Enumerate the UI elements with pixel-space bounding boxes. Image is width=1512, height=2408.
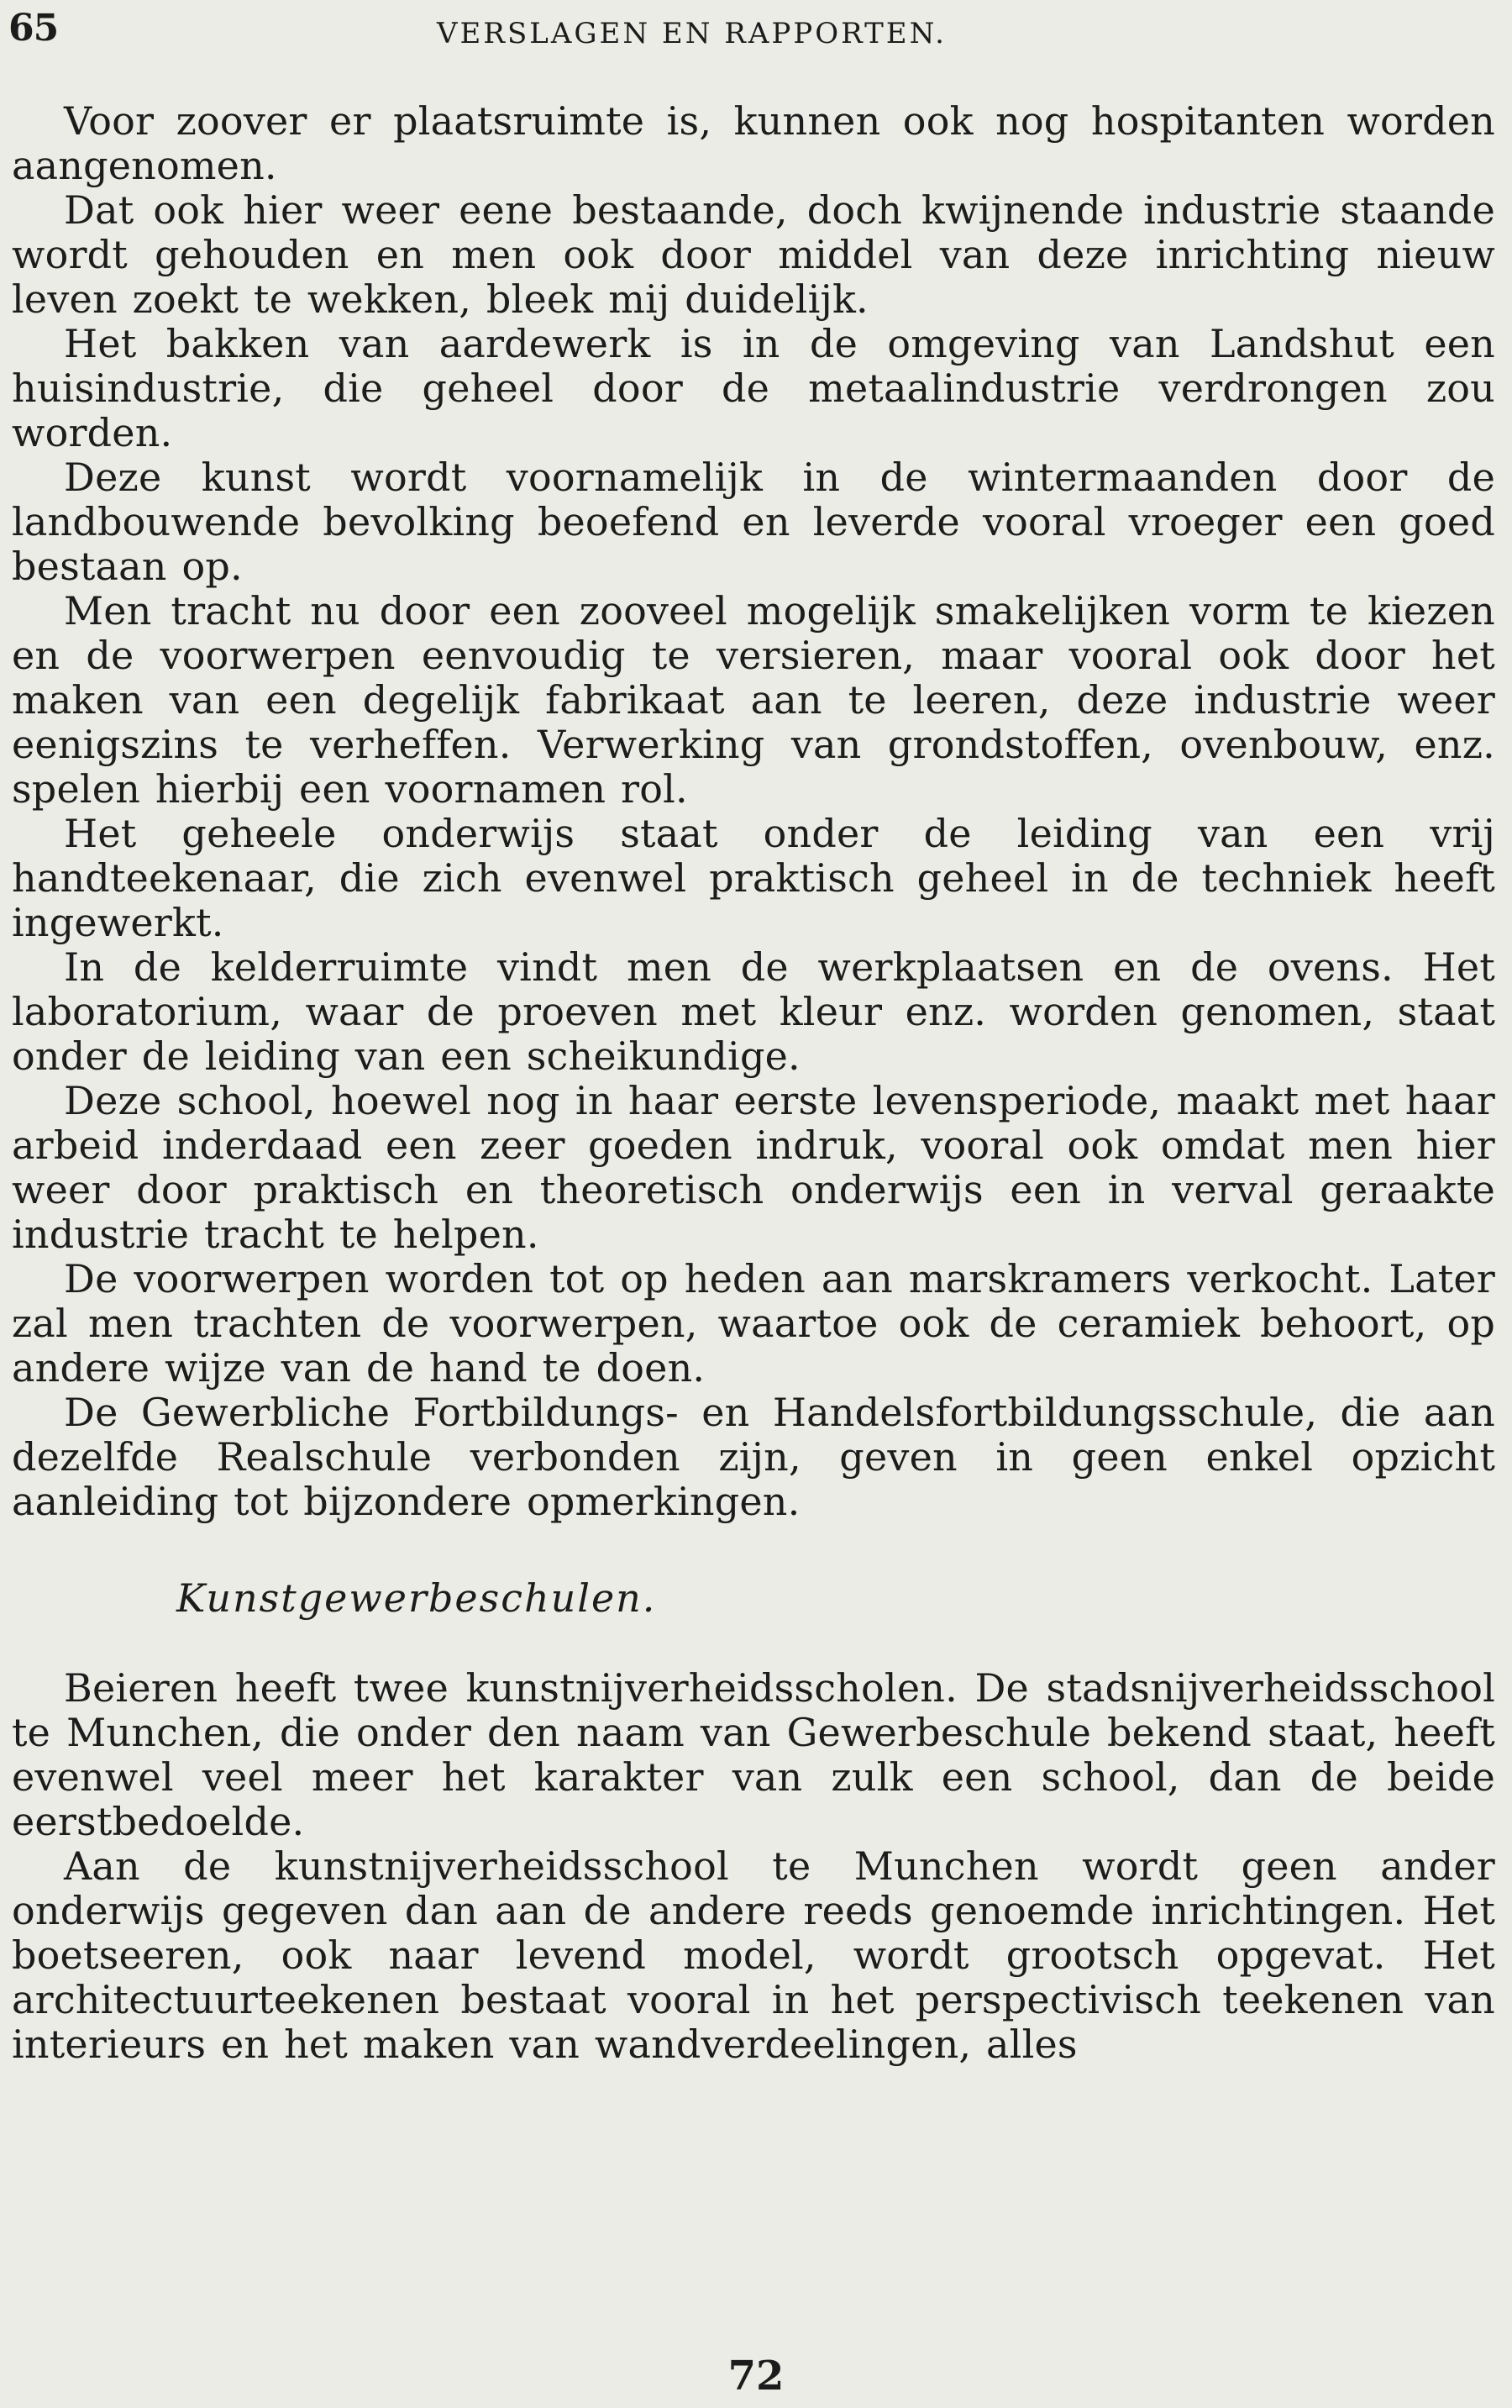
paragraph: Aan de kunstnijverheidsschool te Munchen wordt geen ander onderwijs gegeven dan aan de andere reeds genoemde inrichtingen. Het boetseeren, ook naar levend model, wordt grootsch opgevat. Het architectuurteekenen bestaat vooral in het perspectivisch teekenen van interieurs en het maken van wandverdeelingen, alles — [12, 1843, 1495, 2067]
footer-page-number: 72 — [727, 2353, 785, 2400]
page-header — [8, 7, 1504, 60]
paragraph: Deze kunst wordt voornamelijk in de wintermaanden door de landbouwende bevolking beoefend en leverde vooral vroeger een goed bestaan op. — [12, 455, 1495, 589]
header-page-number: 65 — [8, 7, 59, 50]
page-body — [12, 99, 1495, 2067]
paragraph: Het bakken van aardewerk is in de omgeving van Landshut een huisindustrie, die geheel door de metaalindustrie verdrongen zou worden. — [12, 321, 1495, 455]
paragraph: Het geheele onderwijs staat onder de leiding van een vrij handteekenaar, die zich evenwel praktisch geheel in de techniek heeft ingewerkt. — [12, 811, 1495, 945]
running-title: VERSLAGEN EN RAPPORTEN. — [437, 17, 947, 50]
paragraph: De voorwerpen worden tot op heden aan marskramers verkocht. Later zal men trachten de voorwerpen, waartoe ook de ceramiek behoort, op andere wijze van de hand te doen. — [12, 1256, 1495, 1391]
paragraph: Dat ook hier weer eene bestaande, doch kwijnende industrie staande wordt gehouden en men ook door middel van deze inrichting nieuw leven zoekt te wekken, bleek mij duidelijk. — [12, 187, 1495, 322]
paragraph: Deze school, hoewel nog in haar eerste levensperiode, maakt met haar arbeid inderdaad een zeer goeden indruk, vooral ook omdat men hier weer door praktisch en theoretisch onderwijs een in verval geraakte industrie tracht te helpen. — [12, 1078, 1495, 1257]
paragraph: Beieren heeft twee kunstnijverheidsscholen. De stadsnijverheidsschool te Munchen, die onder den naam van Gewerbeschule bekend staat, heeft evenwel veel meer het karakter van zulk een school, dan de beide eerstbedoelde. — [12, 1665, 1495, 1844]
paragraph: Voor zoover er plaatsruimte is, kunnen ook nog hospitanten worden aangenomen. — [12, 98, 1495, 188]
paragraph: De Gewerbliche Fortbildungs- en Handelsfortbildungsschule, die aan dezelfde Realschule verbonden zijn, geven in geen enkel opzicht aanleiding tot bijzondere opmerkingen. — [12, 1390, 1495, 1524]
paragraph: Men tracht nu door een zooveel mogelijk smakelijken vorm te kiezen en de voorwerpen eenvoudig te versieren, maar vooral ook door het maken van een degelijk fabrikaat aan te leeren, deze industrie weer eenigszins te verheffen. Verwerking van grondstoffen, ovenbouw, enz. spelen hierbij een voornamen rol. — [12, 588, 1495, 812]
section-heading: Kunstgewerbeschulen. — [176, 1575, 657, 1621]
paragraph: In de kelderruimte vindt men de werkplaatsen en de ovens. Het laboratorium, waar de proeven met kleur enz. worden genomen, staat onder de leiding van een scheikundige. — [12, 944, 1495, 1079]
